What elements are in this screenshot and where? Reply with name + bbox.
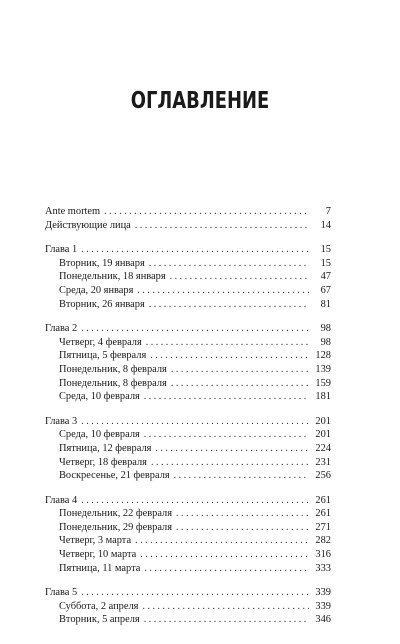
dot-leader — [137, 284, 309, 298]
toc-entry — [45, 270, 331, 284]
toc-entry — [45, 600, 331, 614]
toc-chapter-entry — [45, 415, 331, 429]
toc-entry-label: Четверг, 10 марта — [59, 549, 137, 561]
dot-leader — [176, 507, 309, 521]
dot-leader — [150, 349, 309, 363]
dot-leader — [151, 456, 309, 470]
dot-leader — [171, 377, 309, 391]
toc-section — [45, 494, 331, 576]
toc-chapter-entry — [45, 205, 331, 219]
toc-page-number: 7 — [325, 206, 331, 217]
toc-chapter-entry — [45, 586, 331, 600]
toc-page-number: 98 — [320, 336, 331, 348]
toc-entry-label: Глава 3 — [45, 415, 78, 427]
toc-section — [45, 205, 331, 232]
toc-page-number: 346 — [315, 614, 331, 626]
toc-entry-label: Понедельник, 8 февраля — [59, 377, 167, 389]
toc-entry-label: Пятница, 5 февраля — [59, 350, 147, 362]
toc-entry-label: Пятница, 11 марта — [59, 562, 141, 574]
toc-entry-label: Среда, 10 февраля — [59, 429, 140, 441]
toc-entry-label: Ante mortem — [45, 206, 101, 217]
dot-leader — [144, 562, 309, 576]
toc-entry-label: Четверг, 3 марта — [59, 535, 132, 547]
toc-entry — [45, 377, 331, 391]
toc-entry — [45, 442, 331, 456]
toc-page-number: 201 — [315, 429, 331, 441]
page-title: ОГЛАВЛЕНИЕ — [130, 88, 270, 114]
toc-page-number: 224 — [315, 442, 331, 454]
toc-page-number: 159 — [315, 377, 331, 389]
toc-entry-label: Понедельник, 29 февраля — [59, 521, 173, 533]
toc-entry-label: Понедельник, 22 февраля — [59, 508, 173, 520]
dot-leader — [135, 219, 309, 233]
toc-page-number: 81 — [320, 298, 331, 310]
toc-page-number: 98 — [320, 323, 331, 335]
toc-page-number: 128 — [315, 350, 331, 362]
toc-entry-label: Глава 2 — [45, 323, 78, 335]
toc-entry — [45, 521, 331, 535]
toc-entry — [45, 363, 331, 377]
dot-leader — [174, 469, 309, 483]
toc-entry-label: Воскресенье, 21 февраля — [59, 470, 170, 482]
toc-page-number: 339 — [315, 600, 331, 612]
toc-entry — [45, 456, 331, 470]
toc-page-number: 139 — [315, 363, 331, 375]
dot-leader — [171, 363, 309, 377]
toc-page-number: 231 — [315, 456, 331, 468]
toc-page-number: 15 — [320, 244, 331, 256]
toc-chapter-entry — [45, 219, 331, 233]
toc-page-number: 316 — [315, 549, 331, 561]
toc-entry — [45, 428, 331, 442]
toc-section — [45, 322, 331, 404]
dot-leader — [144, 428, 309, 442]
toc-entry-label: Понедельник, 18 января — [59, 271, 166, 283]
toc-entry — [45, 390, 331, 404]
toc-entry — [45, 284, 331, 298]
toc-entry-label: Понедельник, 8 февраля — [59, 363, 167, 375]
toc-chapter-entry — [45, 322, 331, 336]
dot-leader — [149, 298, 309, 312]
toc-entry — [45, 613, 331, 627]
toc-page-number: 201 — [315, 415, 331, 427]
dot-leader — [81, 494, 309, 508]
toc-page-number: 181 — [315, 391, 331, 403]
dot-leader — [135, 534, 309, 548]
toc-section — [45, 243, 331, 311]
toc-entry — [45, 336, 331, 350]
toc-entry — [45, 548, 331, 562]
toc-entry-label: Четверг, 4 февраля — [59, 336, 142, 348]
toc-entry-label: Действующие лица — [45, 219, 131, 231]
dot-leader — [104, 205, 309, 219]
dot-leader — [146, 336, 309, 350]
toc-entry-label: Глава 5 — [45, 587, 78, 599]
dot-leader — [170, 270, 309, 284]
dot-leader — [155, 442, 309, 456]
toc-page-number: 15 — [320, 257, 331, 269]
toc-page-number: 271 — [315, 521, 331, 533]
toc-page-number: 261 — [315, 508, 331, 520]
toc-entry — [45, 469, 331, 483]
toc-section — [45, 586, 331, 627]
toc-entry — [45, 298, 331, 312]
dot-leader — [81, 415, 309, 429]
dot-leader — [81, 322, 309, 336]
toc-entry-label: Пятница, 12 февраля — [59, 442, 152, 454]
toc-page-number: 261 — [315, 494, 331, 506]
toc-entry — [45, 534, 331, 548]
toc-chapter-entry — [45, 494, 331, 508]
toc-entry-label: Вторник, 26 января — [59, 298, 145, 310]
dot-leader — [81, 243, 309, 257]
toc-entry-label: Вторник, 5 апреля — [59, 614, 140, 626]
toc-entry — [45, 257, 331, 271]
toc-chapter-entry — [45, 243, 331, 257]
toc-entry-label: Среда, 20 января — [59, 284, 134, 296]
toc-entry — [45, 507, 331, 521]
toc-page-number: 14 — [320, 219, 331, 231]
dot-leader — [140, 548, 309, 562]
dot-leader — [144, 613, 309, 627]
toc-page-number: 47 — [320, 271, 331, 283]
toc-page-number: 339 — [315, 587, 331, 599]
toc-entry-label: Вторник, 19 января — [59, 257, 145, 269]
toc-entry-label: Четверг, 18 февраля — [59, 456, 147, 468]
dot-leader — [81, 586, 309, 600]
toc-page-number: 256 — [315, 470, 331, 482]
toc-page-number: 282 — [315, 535, 331, 547]
table-of-contents — [45, 205, 331, 638]
dot-leader — [149, 257, 309, 271]
toc-page-number: 67 — [320, 284, 331, 296]
toc-section — [45, 415, 331, 483]
toc-entry-label: Глава 1 — [45, 244, 78, 256]
toc-entry-label: Среда, 10 февраля — [59, 391, 140, 403]
toc-entry-label: Глава 4 — [45, 494, 78, 506]
dot-leader — [144, 390, 309, 404]
toc-entry-label: Суббота, 2 апреля — [59, 600, 139, 612]
dot-leader — [142, 600, 309, 614]
toc-entry — [45, 562, 331, 576]
toc-entry — [45, 349, 331, 363]
dot-leader — [176, 521, 309, 535]
toc-page-number: 333 — [315, 562, 331, 574]
